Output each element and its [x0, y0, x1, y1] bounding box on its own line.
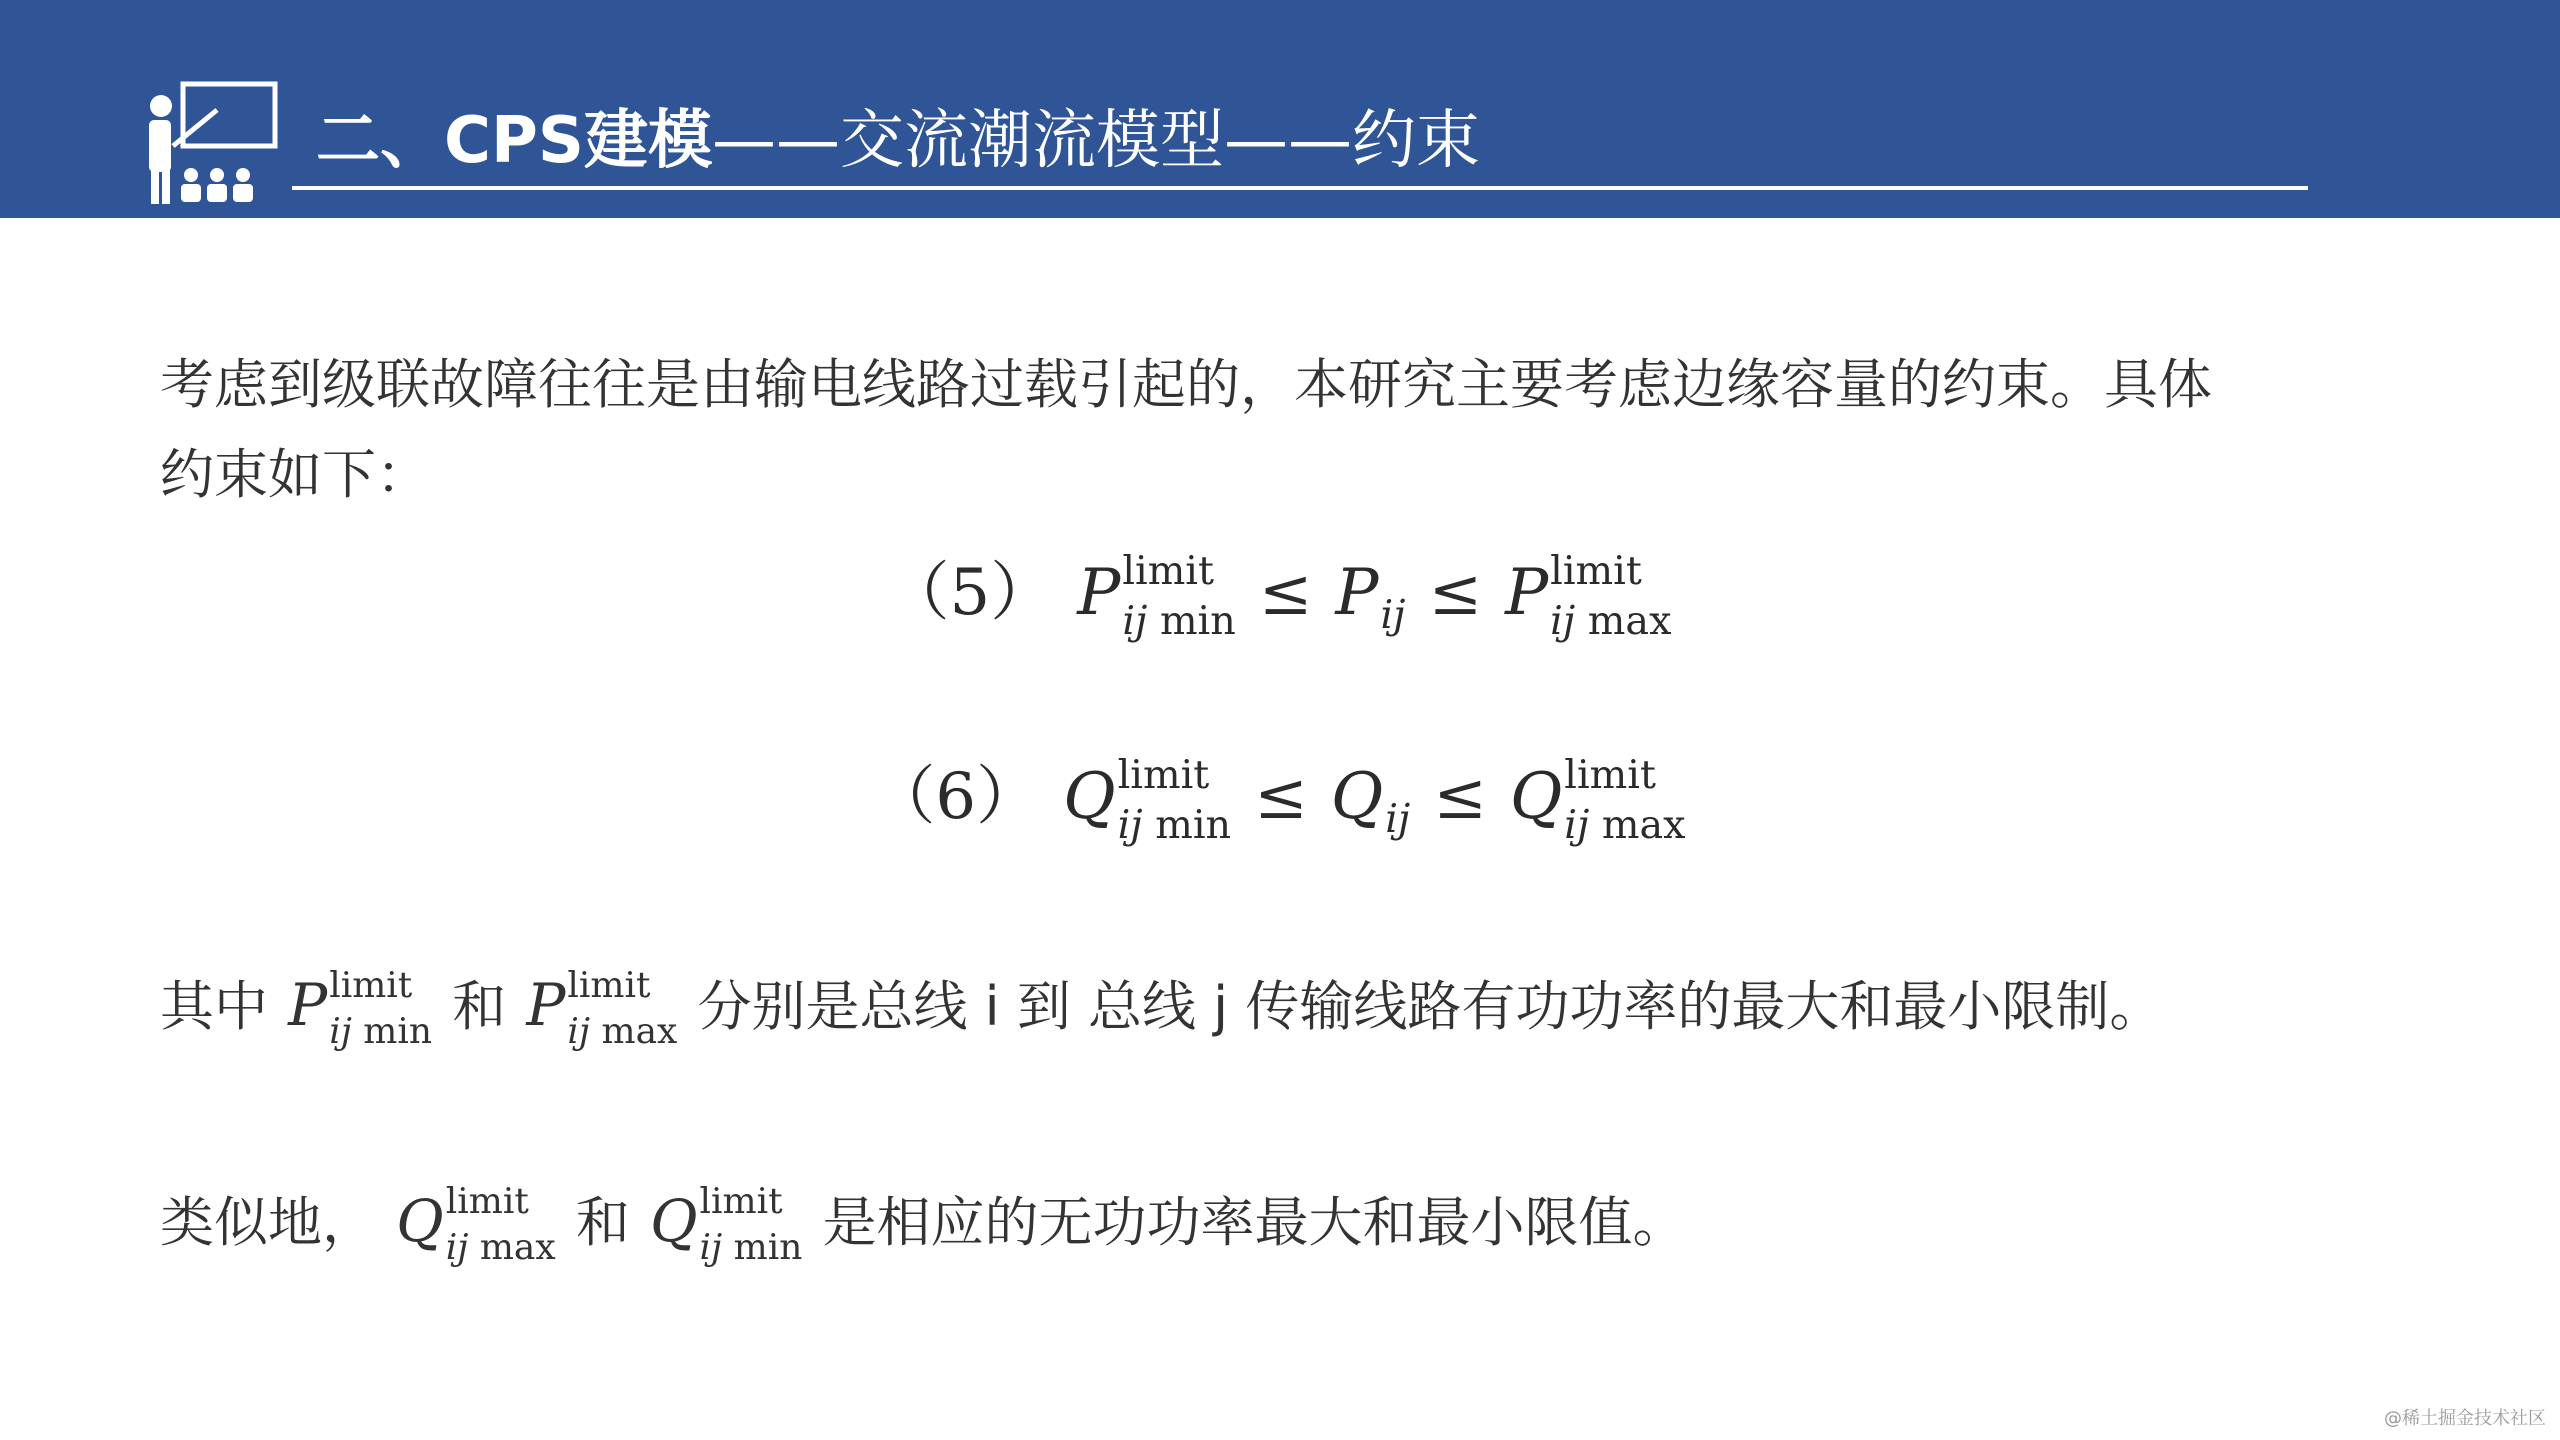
leq-symbol: ≤	[1433, 760, 1487, 834]
p-definition-sentence	[160, 960, 2410, 1052]
p-min-limit: P limit ij min	[1077, 547, 1236, 644]
q-sentence-suffix: 是相应的无功功率最大和最小限值。	[822, 1191, 1687, 1254]
equation-5	[0, 547, 2560, 644]
intro-paragraph	[160, 340, 2410, 520]
p-ij: P ij	[1335, 556, 1406, 638]
title-rest: ——交流潮流模型——约束	[711, 104, 1480, 178]
p-max-limit: P limit ij max	[1505, 547, 1672, 644]
leq-symbol: ≤	[1258, 556, 1313, 630]
p-min-limit-inline: P limit ij min	[288, 965, 433, 1052]
leq-symbol: ≤	[1428, 556, 1483, 630]
page-title	[316, 96, 1480, 186]
equation-6-number: （6）	[871, 760, 1041, 834]
q-sentence-and: 和	[575, 1191, 630, 1254]
leq-symbol: ≤	[1254, 760, 1308, 834]
q-sentence-prefix: 类似地，	[160, 1191, 376, 1254]
p-sentence-and: 和	[452, 975, 507, 1038]
title-bold: 二、CPS建模	[316, 104, 712, 178]
equation-5-number: （5）	[885, 556, 1055, 630]
intro-line-1: 考虑到级联故障往往是由输电线路过载引起的，本研究主要考虑边缘容量的约束。具体	[160, 353, 2212, 416]
p-max-limit-inline: P limit ij max	[526, 965, 678, 1052]
q-definition-sentence	[160, 1176, 2410, 1268]
watermark: @稀土掘金技术社区	[2384, 1408, 2546, 1429]
equation-6	[0, 751, 2560, 848]
teacher-presentation-icon	[145, 80, 285, 205]
header-divider	[292, 186, 2308, 190]
p-sentence-suffix: 分别是总线 i 到 总线 j 传输线路有功功率的最大和最小限制。	[697, 975, 2164, 1038]
slide-header	[0, 0, 2560, 218]
q-min-limit: Q limit ij min	[1063, 751, 1232, 848]
intro-line-2: 约束如下：	[160, 443, 430, 506]
q-max-limit-inline: Q limit ij max	[396, 1181, 556, 1268]
q-max-limit: Q limit ij max	[1509, 751, 1686, 848]
p-sentence-prefix: 其中	[160, 975, 268, 1038]
q-min-limit-inline: Q limit ij min	[649, 1181, 803, 1268]
q-ij: Q ij	[1330, 760, 1411, 842]
